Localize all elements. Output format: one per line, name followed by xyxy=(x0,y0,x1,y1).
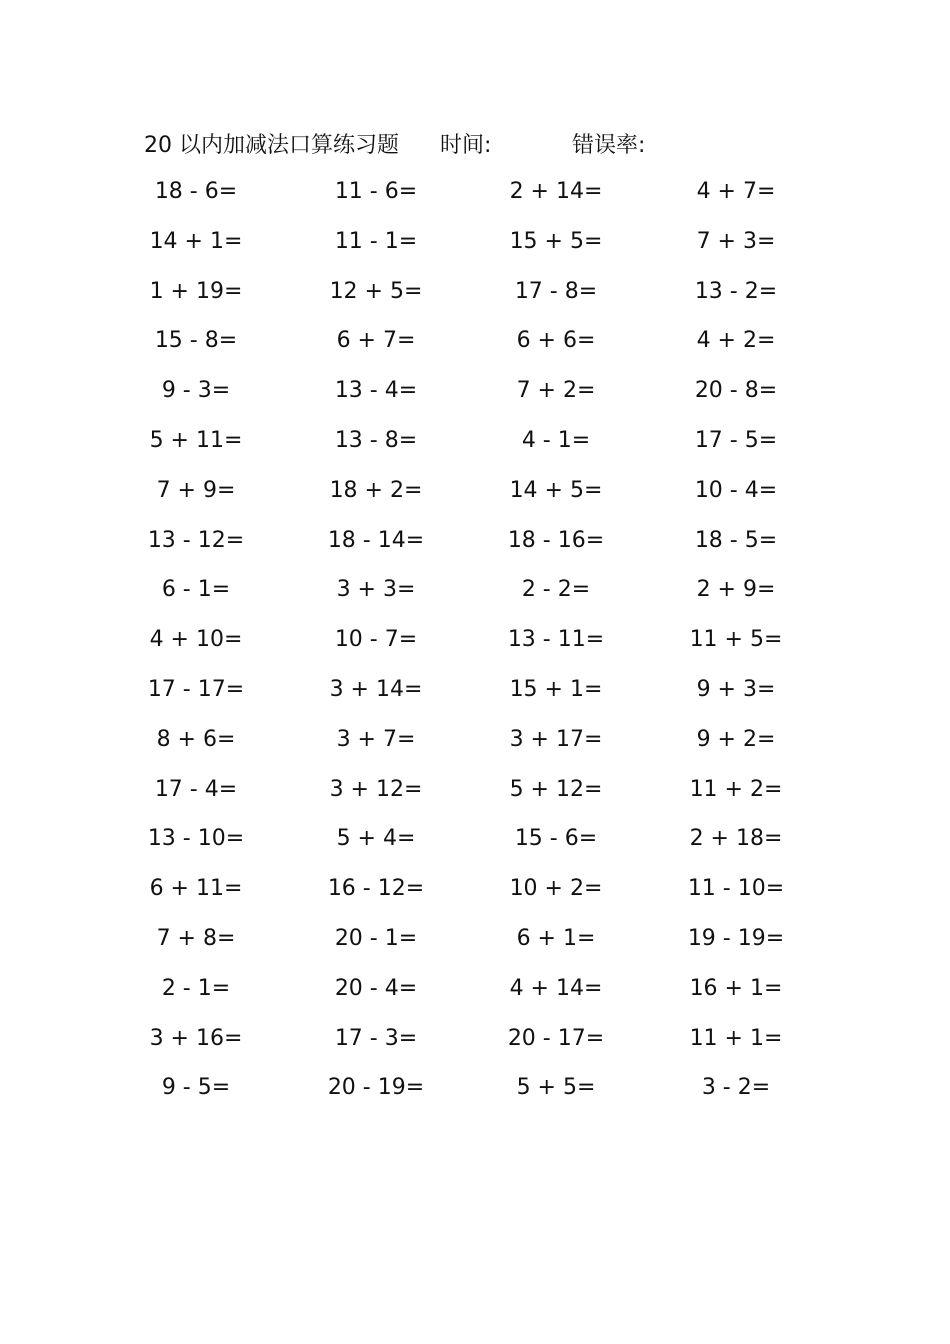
problem-item: 16 - 12= xyxy=(327,876,425,902)
problem-row xyxy=(0,473,950,523)
problem-row xyxy=(0,921,950,971)
problem-item: 10 + 2= xyxy=(509,876,603,902)
problem-row xyxy=(0,722,950,772)
problem-item: 7 + 2= xyxy=(516,378,596,404)
problem-item: 9 + 3= xyxy=(696,676,776,702)
problem-row xyxy=(0,971,950,1021)
problem-item: 11 + 2= xyxy=(689,776,783,802)
problem-row xyxy=(0,871,950,921)
problem-item: 9 - 5= xyxy=(161,1075,231,1101)
problem-item: 19 - 19= xyxy=(687,925,785,951)
problem-item: 4 + 10= xyxy=(149,627,243,653)
problem-item: 18 - 5= xyxy=(694,527,778,553)
problem-item: 15 - 6= xyxy=(514,826,598,852)
problem-row xyxy=(0,224,950,274)
problem-item: 20 - 8= xyxy=(694,378,778,404)
problem-item: 14 + 5= xyxy=(509,477,603,503)
problem-item: 3 + 12= xyxy=(329,776,423,802)
problem-item: 11 + 5= xyxy=(689,627,783,653)
problem-item: 5 + 12= xyxy=(509,776,603,802)
problem-item: 8 + 6= xyxy=(156,726,236,752)
problem-item: 20 - 19= xyxy=(327,1075,425,1101)
problem-item: 5 + 5= xyxy=(516,1075,596,1101)
problem-row xyxy=(0,423,950,473)
time-label: 时间: xyxy=(440,133,492,158)
problem-item: 13 - 12= xyxy=(147,527,245,553)
problem-row xyxy=(0,672,950,722)
problem-item: 6 + 1= xyxy=(516,925,596,951)
problem-item: 6 + 11= xyxy=(149,876,243,902)
problem-item: 13 - 2= xyxy=(694,278,778,304)
problem-item: 10 - 4= xyxy=(694,477,778,503)
problem-item: 20 - 4= xyxy=(334,975,418,1001)
problem-item: 13 - 10= xyxy=(147,826,245,852)
problem-item: 12 + 5= xyxy=(329,278,423,304)
problem-row xyxy=(0,622,950,672)
problem-item: 13 - 8= xyxy=(334,427,418,453)
problem-item: 7 + 8= xyxy=(156,925,236,951)
problem-item: 11 + 1= xyxy=(689,1025,783,1051)
problem-item: 3 + 16= xyxy=(149,1025,243,1051)
problem-item: 17 - 17= xyxy=(147,676,245,702)
problem-item: 5 + 4= xyxy=(336,826,416,852)
problem-item: 15 - 8= xyxy=(154,328,238,354)
problem-item: 2 - 2= xyxy=(521,577,591,603)
problem-item: 2 + 9= xyxy=(696,577,776,603)
problem-item: 6 + 6= xyxy=(516,328,596,354)
problem-item: 9 - 3= xyxy=(161,378,231,404)
problem-item: 6 + 7= xyxy=(336,328,416,354)
problem-item: 3 + 7= xyxy=(336,726,416,752)
error-rate-label: 错误率: xyxy=(572,133,646,158)
problem-item: 11 - 6= xyxy=(334,179,418,204)
problem-item: 14 + 1= xyxy=(149,228,243,254)
problem-row xyxy=(0,323,950,373)
problem-item: 2 + 18= xyxy=(689,826,783,852)
problem-item: 5 + 11= xyxy=(149,427,243,453)
problem-item: 15 + 1= xyxy=(509,676,603,702)
problem-row xyxy=(0,1070,950,1120)
problem-item: 3 + 14= xyxy=(329,676,423,702)
problem-item: 18 - 16= xyxy=(507,527,605,553)
problem-row xyxy=(0,1021,950,1071)
problem-item: 13 - 4= xyxy=(334,378,418,404)
problem-row xyxy=(0,274,950,324)
problem-item: 18 + 2= xyxy=(329,477,423,503)
problem-item: 17 - 4= xyxy=(154,776,238,802)
problem-item: 3 + 3= xyxy=(336,577,416,603)
problem-item: 20 - 17= xyxy=(507,1025,605,1051)
worksheet-title: 20 以内加减法口算练习题 xyxy=(144,133,399,158)
problem-item: 17 - 5= xyxy=(694,427,778,453)
problem-item: 4 + 2= xyxy=(696,328,776,354)
problem-item: 2 + 14= xyxy=(509,179,603,204)
problem-item: 15 + 5= xyxy=(509,228,603,254)
problem-item: 4 + 14= xyxy=(509,975,603,1001)
problem-item: 9 + 2= xyxy=(696,726,776,752)
problem-item: 4 - 1= xyxy=(521,427,591,453)
problem-row xyxy=(0,373,950,423)
problem-row xyxy=(0,821,950,871)
problem-item: 2 - 1= xyxy=(161,975,231,1001)
problem-item: 18 - 6= xyxy=(154,179,238,204)
problem-item: 1 + 19= xyxy=(149,278,243,304)
problem-item: 10 - 7= xyxy=(334,627,418,653)
problem-row xyxy=(0,174,950,224)
problem-item: 11 - 10= xyxy=(687,876,785,902)
worksheet-header xyxy=(0,124,950,160)
problem-item: 7 + 3= xyxy=(696,228,776,254)
problem-item: 20 - 1= xyxy=(334,925,418,951)
problem-item: 13 - 11= xyxy=(507,627,605,653)
problem-grid xyxy=(0,174,950,1120)
problem-item: 7 + 9= xyxy=(156,477,236,503)
problem-row xyxy=(0,572,950,622)
problem-item: 16 + 1= xyxy=(689,975,783,1001)
problem-item: 4 + 7= xyxy=(696,179,776,204)
problem-item: 6 - 1= xyxy=(161,577,231,603)
problem-item: 3 - 2= xyxy=(701,1075,771,1101)
problem-item: 18 - 14= xyxy=(327,527,425,553)
problem-row xyxy=(0,523,950,573)
problem-item: 3 + 17= xyxy=(509,726,603,752)
problem-item: 11 - 1= xyxy=(334,228,418,254)
problem-item: 17 - 3= xyxy=(334,1025,418,1051)
problem-item: 17 - 8= xyxy=(514,278,598,304)
problem-row xyxy=(0,772,950,822)
